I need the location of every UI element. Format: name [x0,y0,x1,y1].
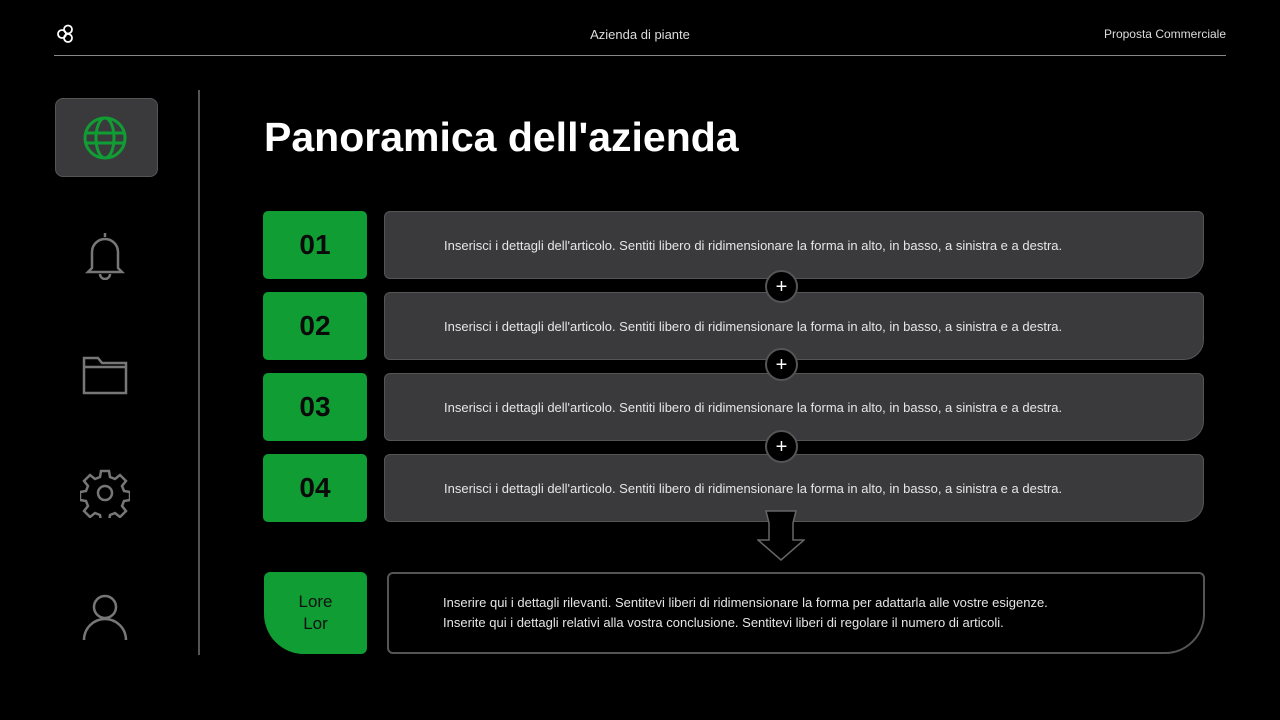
plus-icon: + [765,430,798,463]
bell-icon[interactable] [80,230,130,280]
conclusion-box [387,572,1205,654]
item-number: 02 [263,292,367,360]
conclusion-label [264,572,367,654]
item-number: 04 [263,454,367,522]
arrow-down-icon [757,510,805,562]
item-card: Inserisci i dettagli dell'articolo. Sentiti libero di ridimensionare la forma in alto, in basso, a sinistra e a destra. [384,373,1204,441]
item-number: 01 [263,211,367,279]
page-title: Panoramica dell'azienda [264,114,739,160]
globe-icon[interactable] [80,113,130,163]
user-icon[interactable] [80,592,130,642]
sidebar-divider [198,90,200,655]
conclusion-label-line1: Lore [298,592,333,611]
item-number: 03 [263,373,367,441]
folder-icon[interactable] [80,350,130,400]
plus-icon: + [765,270,798,303]
conclusion-line2: Inserite qui i dettagli relativi alla vostra conclusione. Sentitevi liberi di regolare il numero di articoli. [443,615,1004,630]
item-card: Inserisci i dettagli dell'articolo. Sentiti libero di ridimensionare la forma in alto, in basso, a sinistra e a destra. [384,454,1204,522]
conclusion-line1: Inserire qui i dettagli rilevanti. Sentitevi liberi di ridimensionare la forma per adattarla alle vostre esigenze. [443,595,1048,610]
conclusion-label-line2: Lor [303,614,328,633]
gear-icon[interactable] [80,468,130,518]
header-divider [54,55,1226,56]
header-right-label: Proposta Commerciale [1103,27,1226,41]
header-title: Azienda di piante [590,27,690,42]
item-card: Inserisci i dettagli dell'articolo. Sentiti libero di ridimensionare la forma in alto, in basso, a sinistra e a destra. [384,292,1204,360]
item-card: Inserisci i dettagli dell'articolo. Sentiti libero di ridimensionare la forma in alto, in basso, a sinistra e a destra. [384,211,1204,279]
plus-icon: + [765,348,798,381]
